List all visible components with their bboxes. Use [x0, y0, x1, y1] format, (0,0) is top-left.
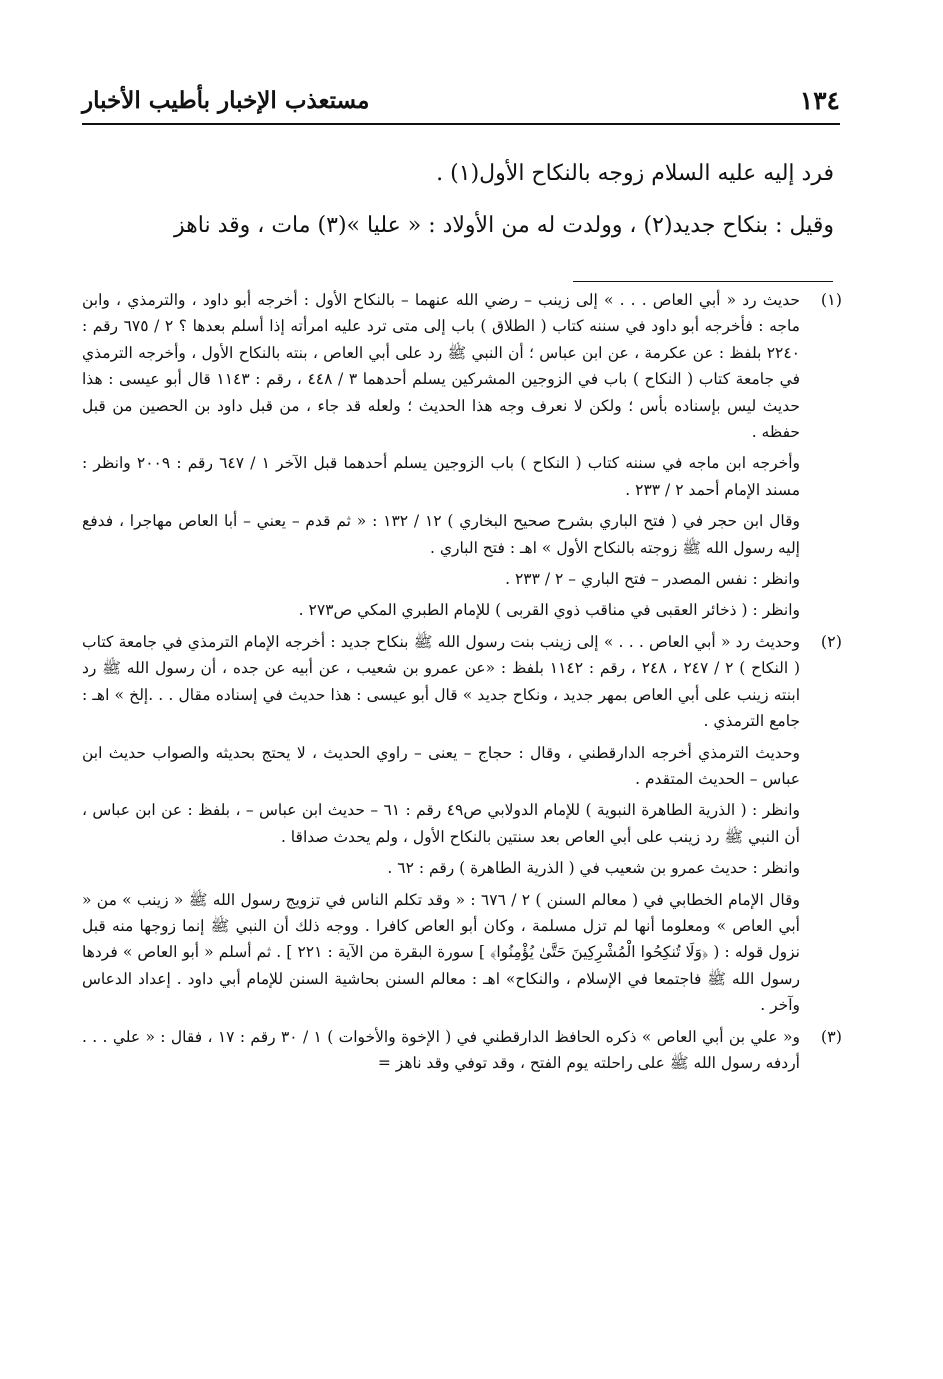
footnote-separator: [573, 281, 833, 282]
footnote-3: [82, 1024, 842, 1077]
footnote-paragraph: وانظر : ( الذرية الطاهرة النبوية ) للإمام الدولابي ص٤٩ رقم : ٦١ – حديث ابن عباس – ، بلفظ : عن ابن عباس ، أن النبي ﷺ رد زينب على أبي العاص بعد سنتين بالنكاح الأول ، ولم يحدث صداقا .: [82, 801, 800, 846]
header-rule: [82, 123, 840, 125]
footnote-paragraph: وأخرجه ابن ماجه في سننه كتاب ( النكاح ) باب الزوجين يسلم أحدهما قبل الآخر ١ / ٦٤٧ رقم : ٢٠٠٩ وانظر : مسند الإمام أحمد ٢ / ٢٣٣ .: [82, 454, 801, 499]
footnote-1: [82, 287, 842, 624]
footnote-marker: (٢): [820, 631, 842, 651]
footnote-marker: (١): [820, 290, 842, 309]
footnote-body: [82, 287, 800, 624]
footnote-paragraph: حديث رد « أبي العاص . . . » إلى زينب – رضي الله عنهما – بالنكاح الأول : أخرجه أبو داود ، والترمذي ، وابن ماجه : فأخرجه أبو داود في سننه كتاب ( الطلاق ) باب إلى متى ترد عليه امرأته إذا أسلم بعدها ؟ ٢ / ٦٧٥ رقم : ٢٢٤٠ بلفظ : عن عكرمة ، عن ابن عباس ؛ أن النبي ﷺ رد على أبي العاص ، بنته بالنكاح الأول ، وأخرجه الترمذي في جامعة كتاب ( النكاح ) باب في الزوجين المشركين يسلم أحدهما ٣ / ٤٤٨ ، رقم : ١١٤٣ قال أبو عيسى : هذا حديث ليس بإسناده بأس ؛ ولكن لا نعرف وجه هذا الحديث ؛ ولعله قد جاء ، من قبل داود بن الحصين من قبل حفظه .: [82, 291, 800, 442]
running-header: [82, 82, 840, 118]
main-paragraph: فرد إليه عليه السلام زوجه بالنكاح الأول(١) .: [436, 161, 834, 186]
main-paragraph: وقيل : بنكاح جديد(٢) ، وولدت له من الأولاد : « عليا »(٣) مات ، وقد ناهز: [174, 213, 834, 238]
footnote-paragraph: وانظر : نفس المصدر – فتح الباري – ٢ / ٢٣٣ .: [505, 570, 800, 589]
footnote-paragraph: وانظر : حديث عمرو بن شعيب في ( الذرية الطاهرة ) رقم : ٦٢ .: [387, 859, 800, 878]
footnote-paragraph: وحديث الترمذي أخرجه الدارقطني ، وقال : حجاج – يعنى – راوي الحديث ، لا يحتج بحديثه والصواب حديث ابن عباس – الحديث المتقدم .: [82, 743, 800, 788]
footnote-marker: (٣): [820, 1026, 842, 1046]
footnote-paragraph: وحديث رد « أبي العاص . . . » إلى زينب بنت رسول الله ﷺ بنكاح جديد : أخرجه الإمام الترمذي في جامعة كتاب ( النكاح ) ٢ / ٢٤٧ ، ٢٤٨ ، رقم : ١١٤٢ بلفظ : «عن عمرو بن شعيب ، عن أبيه عن جده ، أن رسول الله ﷺ رد ابنته زينب على أبي العاص بمهر جديد ، ونكاح جديد » قال أبو عيسى : هذا حديث في إسناده مقال . . .إلخ » اهـ : جامع الترمذي .: [82, 632, 801, 731]
footnotes: [82, 287, 842, 1081]
footnote-paragraph: وقال ابن حجر في ( فتح الباري بشرح صحيح البخاري ) ١٢ / ١٣٢ : « ثم قدم – يعني – أبا العاص مهاجرا ، فدفع إليه رسول الله ﷺ زوجته بالنكاح الأول » اهـ : فتح الباري .: [82, 512, 801, 557]
footnote-2: [82, 629, 842, 1019]
footnote-body: [82, 629, 800, 1019]
footnote-paragraph: وانظر : ( ذخائر العقبى في مناقب ذوي القربى ) للإمام الطبري المكي ص٢٧٣ .: [298, 601, 800, 620]
page-number: ١٣٤: [799, 86, 840, 115]
footnote-paragraph: و« علي بن أبي العاص » ذكره الحافظ الدارقطني في ( الإخوة والأخوات ) ١ / ٣٠ رقم : ١٧ ، فقال : « علي . . . أردفه رسول الله ﷺ على راحلته يوم الفتح ، وقد توفي وقد ناهز =: [82, 1027, 800, 1072]
footnote-paragraph: وقال الإمام الخطابي في ( معالم السنن ) ٢ / ٦٧٦ : « وقد تكلم الناس في تزويج رسول الله ﷺ « زينب » من « أبي العاص » ومعلوما أنها لم تزل مسلمة ، وكان أبو العاص كافرا . ووجه ذلك أن النبي ﷺ إنما زوجها منه قبل نزول قوله : ( ﴿وَلَا تُنكِحُوا الْمُشْرِكِينَ حَتَّىٰ يُؤْمِنُوا﴾ ] سورة البقرة من الآية : ٢٢١ ] . ثم أسلم « أبو العاص » فردها رسول الله ﷺ فاجتمعا في الإسلام ، والنكاح» اهـ : معالم السنن بحاشية السنن للإمام أبي داود . إعداد الدعاس وآخر .: [82, 890, 801, 1015]
main-text: [82, 148, 834, 252]
book-title: مستعذب الإخبار بأطيب الأخبار: [82, 87, 370, 114]
footnote-body: [82, 1024, 800, 1077]
